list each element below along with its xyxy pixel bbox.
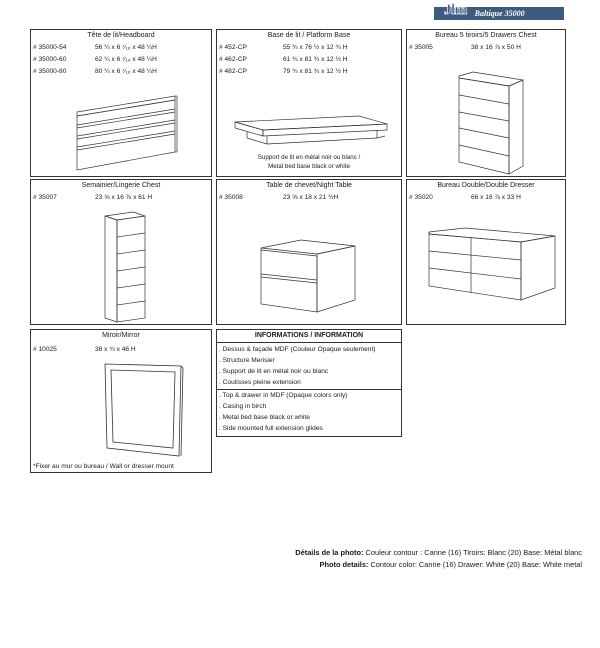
- info-title: INFORMATIONS / INFORMATION: [254, 332, 364, 339]
- platform-card: [216, 29, 402, 177]
- dresser-dim: 66 x 16 ⅞ x 33 H: [471, 194, 521, 201]
- dresser-card: [406, 179, 566, 325]
- platform-dim: 79 ¾ x 81 ¾ x 12 ½ H: [283, 68, 348, 75]
- headboard-dim: 62 ¼ x 6 ⁷⁄₁₆ x 48 ¼H: [95, 56, 157, 63]
- photo-details-en-text: Contour color: Canne (16) Drawer: White (20) Base: White metal: [368, 560, 582, 569]
- mirror-illustration: [97, 360, 187, 460]
- mirror-title: Miroir/Mirror: [102, 332, 140, 339]
- info-divider: [217, 389, 401, 390]
- headboard-sku: # 35000-54: [33, 44, 67, 51]
- platform-sku: # 452-CP: [219, 44, 247, 51]
- chest5-card: [406, 29, 566, 177]
- dresser-illustration: [423, 226, 559, 302]
- platform-illustration: [227, 110, 393, 150]
- lingerie-sku: # 35007: [33, 194, 57, 201]
- dresser-title: Bureau Double/Double Dresser: [437, 182, 535, 189]
- info-item-fr: . Coulisses pleine extension: [219, 379, 301, 386]
- photo-details-fr: [295, 548, 582, 557]
- dresser-sku: # 35020: [409, 194, 433, 201]
- night-table-illustration: [257, 236, 367, 316]
- info-item-fr: . Structure Merisier: [219, 357, 275, 364]
- chest5-sku: # 35005: [409, 44, 433, 51]
- night-table-title: Table de chevet/Night Table: [266, 182, 352, 189]
- lingerie-card: [30, 179, 212, 325]
- headboard-sku: # 35000-60: [33, 56, 67, 63]
- info-item-en: . Side mounted full extension glides: [219, 425, 323, 432]
- headboard-title: Tête de lit/Headboard: [87, 32, 155, 39]
- photo-details-en-label: Photo details:: [319, 560, 369, 569]
- lingerie-title: Semainier/Lingerie Chest: [81, 182, 161, 189]
- mirror-dim: 38 x ¾ x 46 H: [95, 346, 136, 353]
- night-table-card: [216, 179, 402, 325]
- info-item-en: . Top & drawer in MDF (Opaque colors only): [219, 392, 348, 399]
- info-card: [216, 329, 402, 437]
- mirror-sku: # 10025: [33, 346, 57, 353]
- headboard-dim: 56 ¼ x 6 ⁷⁄₁₆ x 48 ¼H: [95, 44, 157, 51]
- platform-caption-fr: Support de lit en métal noir ou blanc /: [257, 154, 361, 161]
- chest5-title: Bureau 5 tiroirs/5 Drawers Chest: [435, 32, 537, 39]
- headboard-dim: 80 ¼ x 6 ⁷⁄₁₆ x 48 ¼H: [95, 68, 157, 75]
- mirror-note: *Fixer au mur ou bureau / Wall or dresser mount: [33, 463, 174, 470]
- platform-dim: 55 ¾ x 76 ½ x 12 ¾ H: [283, 44, 348, 51]
- platform-caption-en: Metal bed base black or white: [268, 163, 350, 170]
- headboard-sku: # 35000-80: [33, 68, 67, 75]
- photo-details-fr-text: Couleur contour : Canne (16) Tiroirs: Blanc (20) Base: Métal blanc: [363, 548, 582, 557]
- platform-sku: # 462-CP: [219, 56, 247, 63]
- info-item-en: . Metal bed base black or white: [219, 414, 310, 421]
- headboard-illustration: [71, 82, 181, 174]
- lingerie-illustration: [95, 210, 155, 324]
- mirror-card: [30, 329, 212, 473]
- info-item-en: . Casing in birch: [219, 403, 267, 410]
- chest5-illustration: [453, 70, 529, 178]
- headboard-card: [30, 29, 212, 177]
- photo-details-en: [320, 560, 582, 569]
- brand-mark: Jlm: [444, 2, 467, 18]
- info-divider: [217, 342, 401, 343]
- photo-details-fr-label: Détails de la photo:: [295, 548, 364, 557]
- platform-sku: # 482-CP: [219, 68, 247, 75]
- info-item-fr: . Support de lit en métal noir ou blanc: [219, 368, 329, 375]
- info-item-fr: . Dessus & façade MDF (Couleur Opaque seulement): [219, 346, 376, 353]
- platform-title: Base de lit / Platform Base: [267, 32, 351, 39]
- night-table-sku: # 35008: [219, 194, 243, 201]
- lingerie-dim: 23 ⅝ x 16 ⅞ x 61 H: [95, 194, 153, 201]
- chest5-dim: 38 x 16 ⅞ x 50 H: [471, 44, 521, 51]
- brand-logo: [434, 2, 564, 20]
- platform-dim: 61 ¾ x 81 ¾ x 12 ½ H: [283, 56, 348, 63]
- night-table-dim: 23 ⅝ x 18 x 21 ½H: [283, 194, 339, 201]
- series-name: Baltique 35000: [474, 9, 525, 18]
